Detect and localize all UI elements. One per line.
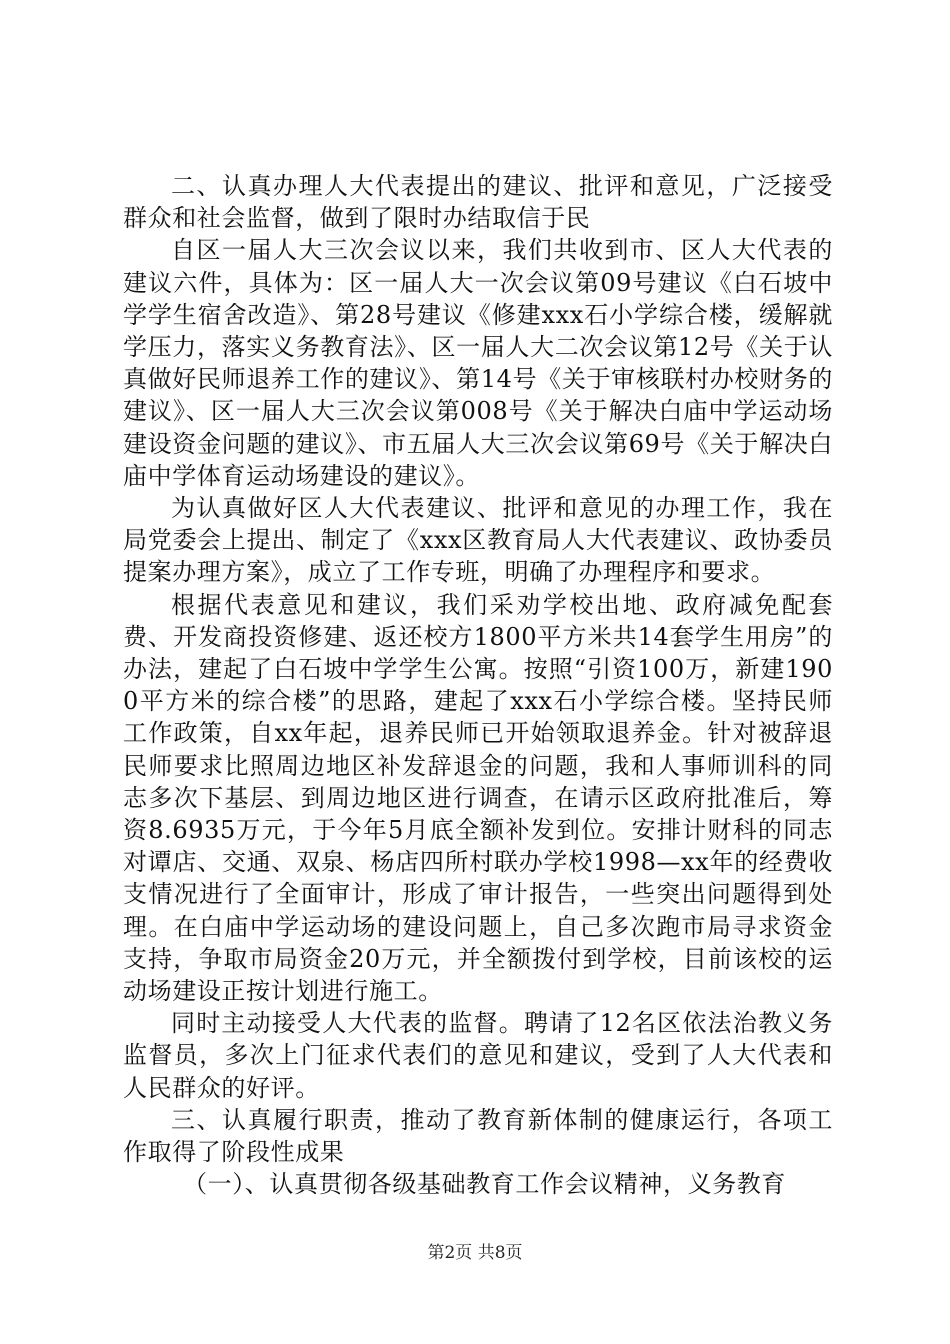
section-heading-3: 三、认真履行职责，推动了教育新体制的健康运行，各项工作取得了阶段性成果: [123, 1105, 833, 1167]
paragraph-proposals-received: 自区一届人大三次会议以来，我们共收到市、区人大代表的建议六件，具体为：区一届人大一次会议第09号建议《白石坡中学学生宿舍改造》、第28号建议《修建xxx石小学综合楼，缓解就学压力，落实义务教育法》、区一届人大二次会议第12号《关于认真做好民师退养工作的建议》、第14号《关于审核联村办校财务的建议》、区一届人大三次会议第008号《关于解决白庙中学运动场建设资金问题的建议》、市五届人大三次会议第69号《关于解决白庙中学体育运动场建设的建议》。: [123, 236, 833, 490]
document-body: [123, 170, 833, 1201]
paragraph-handling-plan: 为认真做好区人大代表建议、批评和意见的办理工作，我在局党委会上提出、制定了《xxx区教育局人大代表建议、政协委员提案办理方案》，成立了工作专班，明确了办理程序和要求。: [123, 494, 833, 587]
paragraph-implementation: 根据代表意见和建议，我们采劝学校出地、政府减免配套费、开发商投资修建、返还校方1800平方米共14套学生用房”的办法，建起了白石坡中学学生公寓。按照“引资100万，新建1900平方米的综合楼”的思路，建起了xxx石小学综合楼。坚持民师工作政策，自xx年起，退养民师已开始领取退养金。针对被辞退民师要求比照周边地区补发辞退金的问题，我和人事师训科的同志多次下基层、到周边地区进行调查，在请示区政府批准后，筹资8.6935万元，于今年5月底全额补发到位。安排计财科的同志对谭店、交通、双泉、杨店四所村联办学校1998—xx年的经费收支情况进行了全面审计，形成了审计报告，一些突出问题得到处理。在白庙中学运动场的建设问题上，自己多次跑市局寻求资金支持，争取市局资金20万元，并全额拨付到学校，目前该校的运动场建设正按计划进行施工。: [123, 590, 833, 1006]
section-heading-2: 二、认真办理人大代表提出的建议、批评和意见，广泛接受群众和社会监督，做到了限时办结取信于民: [123, 172, 833, 233]
paragraph-supervision: 同时主动接受人大代表的监督。聘请了12名区依法治教义务监督员，多次上门征求代表们的意见和建议，受到了人大代表和人民群众的好评。: [123, 1009, 833, 1102]
page-number-footer: 第2页 共8页: [427, 1243, 523, 1263]
subsection-heading-1: （一）、认真贯彻各级基础教育工作会议精神，义务教育: [183, 1170, 786, 1199]
